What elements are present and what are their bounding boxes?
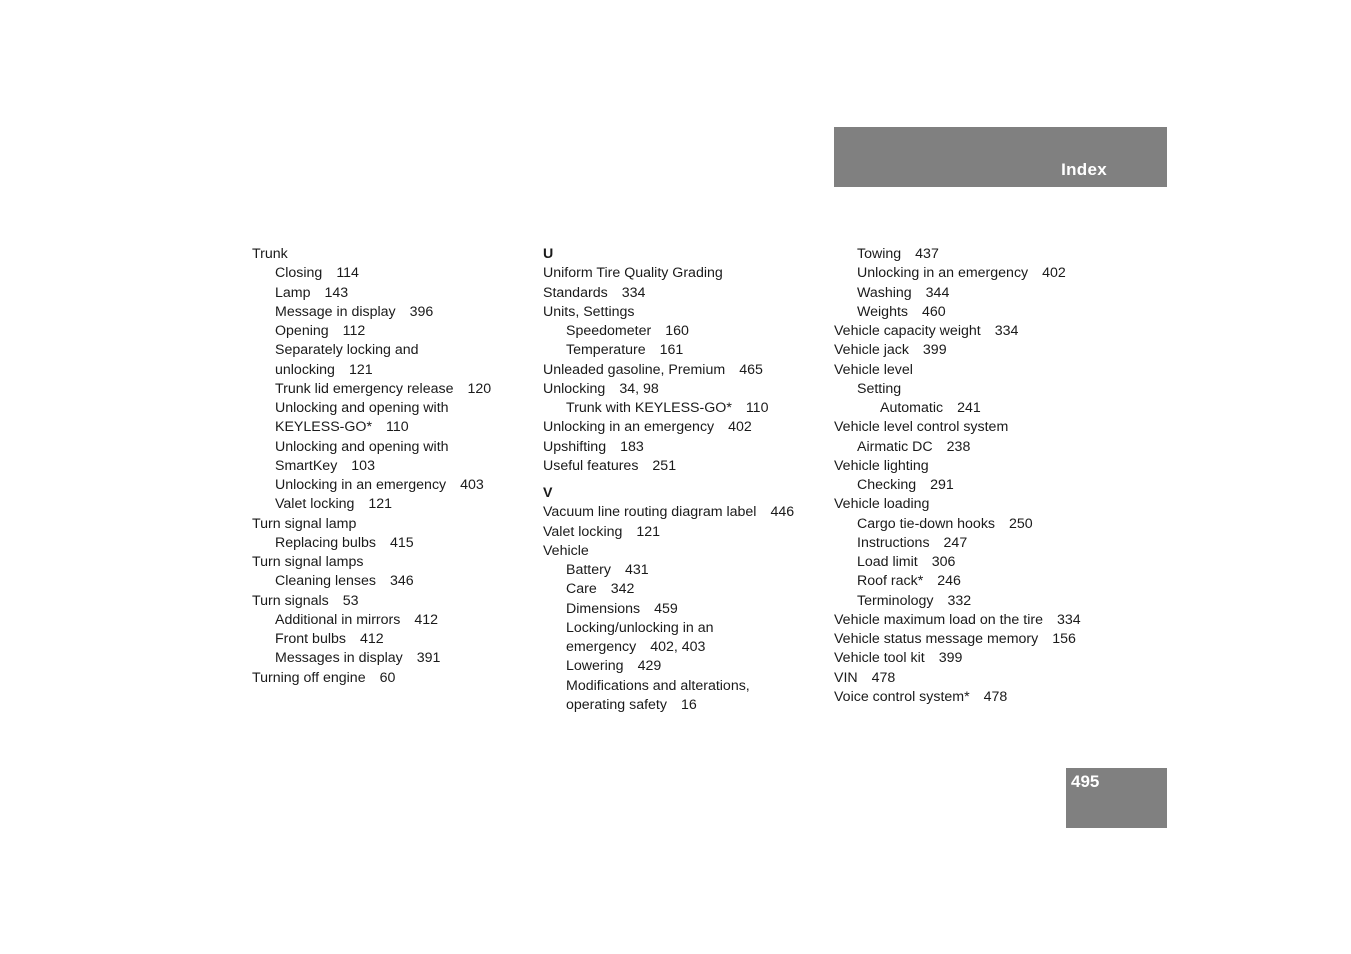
index-page-ref[interactable]: 121 bbox=[368, 496, 393, 513]
index-term: Instructions bbox=[857, 534, 930, 551]
index-entry bbox=[834, 341, 1134, 360]
index-term: Replacing bulbs bbox=[275, 534, 376, 551]
index-entry bbox=[834, 361, 1134, 380]
index-entry bbox=[543, 303, 823, 322]
index-term: Load limit bbox=[857, 554, 918, 570]
index-page-ref[interactable]: 250 bbox=[1009, 515, 1033, 532]
index-term: Towing bbox=[857, 246, 902, 262]
index-term: Lamp bbox=[275, 284, 311, 301]
index-entry bbox=[252, 476, 532, 495]
index-entry bbox=[543, 600, 823, 619]
index-entry bbox=[834, 457, 1134, 476]
index-page-ref[interactable]: 160 bbox=[665, 323, 689, 339]
index-term: Vehicle capacity weight bbox=[834, 323, 981, 339]
index-term: Vehicle tool kit bbox=[834, 650, 925, 667]
index-entry bbox=[252, 438, 532, 457]
index-term: Temperature bbox=[566, 342, 646, 359]
index-entry bbox=[543, 341, 823, 360]
index-entry bbox=[252, 303, 532, 322]
index-term: Airmatic DC bbox=[857, 438, 933, 455]
index-page-ref[interactable]: 459 bbox=[654, 600, 678, 617]
index-entry bbox=[834, 284, 1134, 303]
index-letter-heading: V bbox=[543, 485, 553, 501]
index-entry bbox=[252, 457, 532, 476]
index-column-1 bbox=[252, 245, 532, 688]
index-term: unlocking bbox=[275, 361, 335, 378]
index-term: VIN bbox=[834, 669, 858, 686]
index-entry bbox=[252, 495, 532, 514]
index-entry bbox=[543, 619, 823, 638]
index-entry bbox=[252, 553, 532, 572]
index-page-ref[interactable]: 437 bbox=[915, 246, 939, 262]
index-term: Locking/unlocking in an bbox=[566, 619, 714, 636]
index-page-ref[interactable]: 460 bbox=[922, 303, 946, 320]
index-page-ref[interactable]: 391 bbox=[416, 650, 441, 667]
index-term: Vehicle loading bbox=[834, 496, 930, 513]
index-entry bbox=[252, 284, 532, 303]
index-entry bbox=[834, 572, 1134, 591]
index-term: Additional in mirrors bbox=[275, 611, 401, 628]
index-page-ref[interactable]: 415 bbox=[389, 534, 414, 551]
index-entry bbox=[834, 515, 1134, 534]
index-entry bbox=[834, 553, 1134, 572]
index-column-2 bbox=[543, 245, 823, 715]
index-entry bbox=[543, 542, 823, 561]
index-page-ref[interactable]: 241 bbox=[957, 400, 981, 416]
index-page-ref[interactable]: 121 bbox=[348, 361, 373, 378]
index-term: Unlocking and opening with bbox=[275, 438, 449, 455]
index-entry bbox=[543, 264, 823, 283]
index-entry bbox=[543, 657, 823, 676]
index-term: Vehicle lighting bbox=[834, 457, 929, 474]
index-term: Useful features bbox=[543, 457, 639, 474]
index-entry bbox=[543, 438, 823, 457]
index-term: Vehicle status message memory bbox=[834, 631, 1039, 647]
page-number: 495 bbox=[1071, 772, 1100, 791]
index-page-ref[interactable]: 103 bbox=[351, 457, 375, 474]
index-entry bbox=[252, 649, 532, 668]
index-page-ref[interactable]: 306 bbox=[931, 554, 956, 570]
index-page-ref[interactable]: 399 bbox=[938, 650, 963, 667]
index-term: Trunk bbox=[252, 246, 288, 262]
index-page-ref[interactable]: 402 bbox=[728, 419, 752, 436]
index-term: Trunk lid emergency release bbox=[275, 380, 454, 397]
index-entry bbox=[834, 418, 1134, 437]
index-page-ref[interactable]: 251 bbox=[652, 457, 677, 474]
index-term: Trunk with KEYLESS-GO* bbox=[566, 400, 732, 416]
index-entry bbox=[252, 380, 532, 399]
index-term: emergency bbox=[566, 639, 637, 655]
index-page-ref[interactable]: 143 bbox=[324, 284, 349, 301]
index-entry bbox=[252, 399, 532, 418]
index-entry bbox=[543, 561, 823, 580]
index-entry bbox=[543, 457, 823, 476]
index-term: Washing bbox=[857, 284, 912, 301]
index-page-ref[interactable]: 291 bbox=[930, 477, 954, 493]
index-term: Valet locking bbox=[543, 523, 623, 540]
index-page-ref[interactable]: 465 bbox=[739, 361, 763, 378]
index-term: Standards bbox=[543, 284, 608, 301]
index-page-ref[interactable]: 478 bbox=[983, 688, 1008, 705]
index-term: SmartKey bbox=[275, 457, 338, 474]
index-term: Weights bbox=[857, 303, 908, 320]
index-entry bbox=[543, 284, 823, 303]
index-entry bbox=[543, 580, 823, 599]
index-entry bbox=[252, 534, 532, 553]
index-page-ref[interactable]: 346 bbox=[389, 573, 414, 590]
index-entry bbox=[834, 611, 1134, 630]
index-entry bbox=[252, 245, 532, 264]
index-entry bbox=[543, 380, 823, 399]
index-term: Unlocking in an emergency bbox=[543, 419, 715, 436]
index-entry bbox=[834, 303, 1134, 322]
index-term: Messages in display bbox=[275, 650, 403, 667]
index-term: Lowering bbox=[566, 658, 624, 675]
index-page-ref[interactable]: 16 bbox=[680, 696, 697, 713]
index-term: Voice control system* bbox=[834, 688, 970, 705]
index-entry bbox=[834, 380, 1134, 399]
index-entry bbox=[834, 495, 1134, 514]
index-column-3 bbox=[834, 245, 1134, 707]
index-page-ref[interactable]: 120 bbox=[467, 380, 492, 397]
index-entry bbox=[543, 399, 823, 418]
index-term: Setting bbox=[857, 380, 902, 397]
index-page-ref[interactable]: 446 bbox=[770, 504, 795, 521]
index-entry bbox=[834, 534, 1134, 553]
index-term: Vehicle level bbox=[834, 361, 913, 378]
index-term: Unlocking in an emergency bbox=[275, 477, 447, 493]
index-term: Battery bbox=[566, 562, 611, 578]
index-term: Roof rack* bbox=[857, 573, 924, 590]
index-term: Units, Settings bbox=[543, 303, 635, 320]
index-term: Speedometer bbox=[566, 323, 652, 339]
index-term: Uniform Tire Quality Grading bbox=[543, 265, 723, 282]
index-term: Closing bbox=[275, 265, 323, 282]
index-term: Unlocking in an emergency bbox=[857, 265, 1029, 282]
index-term: Unlocking and opening with bbox=[275, 400, 449, 416]
index-entry bbox=[543, 322, 823, 341]
index-entry bbox=[543, 503, 823, 522]
index-term: Vehicle jack bbox=[834, 342, 909, 359]
index-entry bbox=[543, 677, 823, 696]
index-page-ref[interactable]: 34, 98 bbox=[619, 380, 659, 397]
index-page-ref[interactable]: 60 bbox=[379, 669, 396, 686]
index-entry bbox=[834, 592, 1134, 611]
index-page-ref[interactable]: 402, 403 bbox=[650, 639, 706, 655]
index-term: Terminology bbox=[857, 592, 934, 609]
index-term: Vehicle bbox=[543, 542, 589, 559]
index-entry bbox=[834, 630, 1134, 649]
index-term: Modifications and alterations, bbox=[566, 677, 750, 694]
index-entry bbox=[834, 476, 1134, 495]
index-entry bbox=[834, 649, 1134, 668]
index-term: Unlocking bbox=[543, 380, 606, 397]
index-entry bbox=[252, 322, 532, 341]
index-term: Cleaning lenses bbox=[275, 573, 376, 590]
index-entry bbox=[834, 669, 1134, 688]
index-term: Vehicle maximum load on the tire bbox=[834, 611, 1043, 628]
index-page-ref[interactable]: 334 bbox=[621, 284, 646, 301]
index-page-ref[interactable]: 334 bbox=[1056, 611, 1081, 628]
index-term: Front bulbs bbox=[275, 631, 346, 647]
index-page-ref[interactable]: 403 bbox=[460, 477, 484, 493]
index-page-ref[interactable]: 121 bbox=[636, 523, 661, 540]
index-page-ref[interactable]: 478 bbox=[871, 669, 896, 686]
index-term: Vehicle level control system bbox=[834, 419, 1009, 436]
index-entry bbox=[252, 341, 532, 360]
index-page-ref[interactable]: 412 bbox=[414, 611, 439, 628]
index-term: Automatic bbox=[880, 400, 944, 416]
index-entry bbox=[834, 322, 1134, 341]
index-letter-heading: U bbox=[543, 246, 554, 262]
index-entry bbox=[543, 418, 823, 437]
index-entry bbox=[252, 572, 532, 591]
index-page-ref[interactable]: 402 bbox=[1042, 265, 1066, 282]
index-term: Upshifting bbox=[543, 438, 607, 455]
index-term: Opening bbox=[275, 323, 329, 339]
section-title: Index bbox=[1061, 160, 1107, 179]
index-term: Turning off engine bbox=[252, 669, 366, 686]
index-entry bbox=[252, 418, 532, 437]
index-entry bbox=[543, 361, 823, 380]
index-page-ref[interactable]: 332 bbox=[947, 592, 972, 609]
index-entry bbox=[834, 245, 1134, 264]
index-entry bbox=[252, 592, 532, 611]
index-entry bbox=[252, 264, 532, 283]
index-term: Separately locking and bbox=[275, 342, 419, 359]
index-page-ref[interactable]: 412 bbox=[359, 631, 384, 647]
index-term: Cargo tie-down hooks bbox=[857, 515, 996, 532]
index-page-ref[interactable]: 110 bbox=[386, 419, 409, 436]
index-page-ref[interactable]: 112 bbox=[342, 323, 366, 339]
index-term: Unleaded gasoline, Premium bbox=[543, 361, 726, 378]
index-term: Valet locking bbox=[275, 496, 355, 513]
index-entry bbox=[252, 630, 532, 649]
index-term: operating safety bbox=[566, 696, 667, 713]
index-page-ref[interactable]: 429 bbox=[637, 658, 662, 675]
index-term: Turn signal lamps bbox=[252, 554, 364, 570]
index-entry bbox=[834, 438, 1134, 457]
index-page-ref[interactable]: 238 bbox=[946, 438, 971, 455]
index-page-ref[interactable]: 110 bbox=[745, 400, 769, 416]
index-entry bbox=[252, 611, 532, 630]
index-term: Vacuum line routing diagram label bbox=[543, 504, 757, 521]
index-page-ref[interactable]: 246 bbox=[937, 573, 961, 590]
index-page-ref[interactable]: 114 bbox=[336, 265, 359, 282]
index-page-ref[interactable]: 342 bbox=[610, 581, 635, 598]
index-entry bbox=[834, 688, 1134, 707]
index-page-ref[interactable]: 53 bbox=[342, 592, 359, 609]
index-entry bbox=[834, 399, 1134, 418]
index-page-ref[interactable]: 161 bbox=[659, 342, 684, 359]
index-term: KEYLESS-GO* bbox=[275, 419, 372, 436]
index-term: Message in display bbox=[275, 303, 396, 320]
index-term: Turn signals bbox=[252, 592, 329, 609]
index-entry bbox=[252, 515, 532, 534]
index-page-ref[interactable]: 344 bbox=[925, 284, 950, 301]
index-entry bbox=[543, 523, 823, 542]
index-page-ref[interactable]: 183 bbox=[620, 438, 644, 455]
section-header-bar bbox=[834, 127, 1167, 187]
index-term: Care bbox=[566, 581, 597, 598]
index-term: Checking bbox=[857, 477, 917, 493]
index-entry bbox=[252, 669, 532, 688]
index-page-ref[interactable]: 156 bbox=[1052, 631, 1076, 647]
index-entry bbox=[834, 264, 1134, 283]
index-page-ref[interactable]: 431 bbox=[624, 562, 649, 578]
index-page-ref[interactable]: 396 bbox=[409, 303, 434, 320]
index-page-ref[interactable]: 247 bbox=[943, 534, 968, 551]
index-page-ref[interactable]: 399 bbox=[922, 342, 947, 359]
index-entry bbox=[252, 361, 532, 380]
index-page-ref[interactable]: 334 bbox=[994, 323, 1019, 339]
index-entry bbox=[543, 638, 823, 657]
index-entry bbox=[543, 696, 823, 715]
index-term: Turn signal lamp bbox=[252, 515, 357, 532]
page-number-box bbox=[1066, 768, 1167, 828]
index-term: Dimensions bbox=[566, 600, 641, 617]
